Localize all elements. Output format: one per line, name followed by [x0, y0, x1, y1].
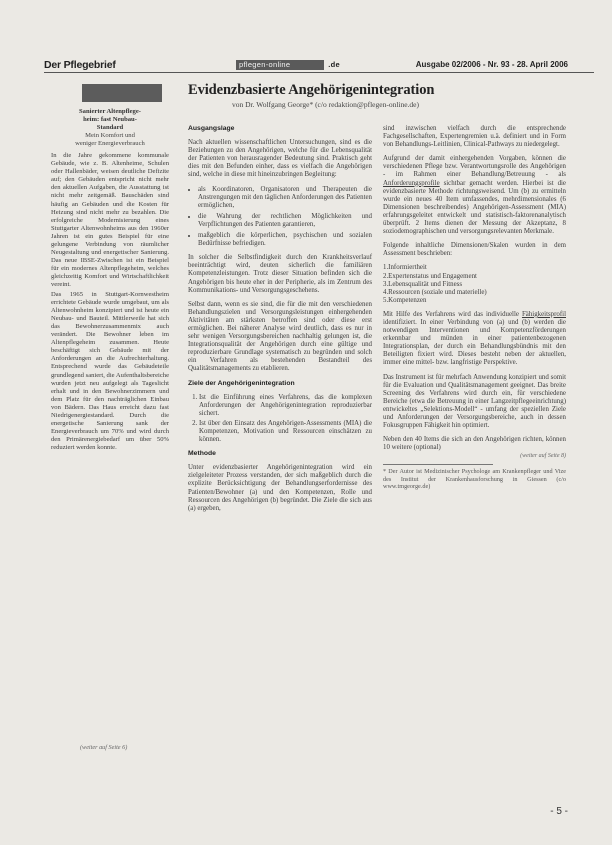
page-number: - 5 - [550, 806, 568, 817]
underlined-term: Anforderungsprofile [383, 179, 440, 187]
list-item: 3.Lebensqualität und Fitness [383, 280, 463, 288]
text-run: sichtbar gemacht werden. Hierbei ist die evidenzbasierte Methode richtungsweisend. Um (b) zu ermitteln wurde ein neues 40 Item umfassendes, mehrdimensionales (6 Dimensionen beschreibendes) Angehörigen-Assessment (MIA) erfahrungsgeleitet entwickelt und statistisch-faktorenanalytisch überprüft. 2 Items dienen der Messung der Akzeptanz, 8 soziodemographischen und versorgungsrelevanten Merkmale. [383, 179, 566, 236]
left-paragraph-2: Das 1965 in Stuttgart-Kornwestheim errichtete Gebäude wurde umgebaut, um als Altenwohnheim konzipiert und ist heute ein Neubau- und Bauteil. Mittlerweile hat sich das Bewohnerzusammenmix auch verändert. Die Bewohner leben im Altenpflegeheim zusammen. Heute beschäftigt sich Gebäude mit der Anforderungen an die Aufrechterhaltung. Entsprechend wurde das Gebäudeteile grundlegend saniert, die Aufenthaltsbereiche wurden jetzt neu aufgelegt als Tageslicht erhalt und in den Bewohnerzimmern und dem Platz für den nachträglichen Einbau von Bädern. Das Haus erreicht dazu fast Niedrigenergiestandard. Durch die energetische Sanierung sank der Energieverbrauch um 70% und wird durch den Primärenergiebedarf um über 50% reduziert werden konnte. [51, 291, 169, 451]
footnote-rule [383, 464, 493, 465]
article-byline: von Dr. Wolfgang George* (c/o redaktion@pflegen-online.de) [232, 100, 420, 109]
left-heading-line-3: Standard [96, 124, 124, 132]
text-run: Mit Hilfe des Verfahrens wird das individuelle [383, 310, 522, 318]
goals-list [188, 394, 372, 445]
right-paragraph-1: sind inzwischen vielfach durch die entsprechende Fachgesellschaften, Expertengremien u.ä. definiert und in Form von Behandlungs-Leitlinien, Clinical-Pathways zu niedergelegt. [383, 125, 566, 149]
left-heading-line-1: Sanierter Altenpflege- [79, 108, 141, 115]
mid-paragraph-2: In solcher die Selbstfindigkeit durch den Krankheitsverlauf beeinträchtigt wird, deuten sicherlich die familiären Kompetenzleistungen. Trotz dieser Situation befinden sich die Angehörigen bis heute eher in der Peripherie, als im Zentrum des Kommunikations- und Versorgungsgeschehens. [188, 254, 372, 294]
middle-column [188, 125, 372, 519]
mid-paragraph-4: Unter evidenzbasierter Angehörigenintegration wird ein zielgeleiteter Prozess verstanden, der sich maßgeblich durch die explizite Berücksichtigung der Behandlungserfordernisse des Patienten/Bewohner (a) und den Kompetenzen, Rolle und Ressourcen des Angehörigen (b) begründet. Die Ziele die sich aus (a) ergeben, [188, 464, 372, 512]
list-item: 5.Kompetenzen [383, 296, 427, 304]
list-item: 4.Ressourcen (soziale und materielle) [383, 288, 487, 296]
right-paragraph-5: Das Instrument ist für mehrfach Anwendung konzipiert und somit für die Evaluation und Qualitätsmanagement geeignet. Das breite Screening des Verfahrens wird durch ein, für verschiedene Bereiche (etwa die Betreuung in einer Langzeitpflegeeinrichtung) entwickeltes „Selektions-Modell“ - umfang der speziellen Ziele und Anforderungen der Versorgungsbereiche, auch in dessen Fokusgruppen Fähigkeit hin optimiert. [383, 373, 566, 430]
author-footnote: * Der Autor ist Medizinischer Psychologe am Krankenpfleger und Vize des Institut der Krankenhausforschung in Giessen (c/o www.tmgeorge.de) [383, 468, 566, 491]
list-item: • maßgeblich die körperlichen, psychischen und sozialen Bedürfnisse befriedigen. [198, 232, 372, 248]
dimensions-list [383, 264, 566, 304]
heading-methode: Methode [188, 450, 216, 458]
mid-paragraph-3: Selbst dann, wenn es sie sind, die für die mit den verschiedenen Behandlungszielen und Versorgungsleistungen einhergehenden Aktivitäten am stärksten betroffen sind oder diese erst ermöglichen. Bei näherer Analyse wird deutlich, dass es nur in sehr wenigen Versorgungsbereichen nachhaltig gelungen ist, die Integrationsqualität der Angehörigen durch eine gültige und reproduzierbare Grundlage systematisch zu begründen und solch ein Verfahren als bestehenden Bestandteil des Qualitätsmanagements zu etablieren. [188, 300, 372, 373]
heading-ziele: Ziele der Angehörigenintegration [188, 379, 295, 387]
article-title: Evidenzbasierte Angehörigenintegration [188, 82, 435, 98]
right-paragraph-4 [383, 311, 566, 368]
right-continuation-note: (weiter auf Seite 8) [520, 453, 566, 460]
left-continuation-note: (weiter auf Seite 6) [80, 744, 128, 751]
left-meta-line-1: Mein Komfort und [85, 132, 135, 140]
underlined-term: Fähigkeitsprofil [521, 310, 566, 318]
role-bullet-list [188, 186, 372, 249]
site-url-badge[interactable] [236, 60, 340, 70]
left-meta-line-2: weniger Energieverbrauch [75, 140, 145, 148]
left-column-banner [82, 84, 162, 102]
list-item: 1.Informiertheit [383, 264, 427, 272]
heading-ausgangslage: Ausgangslage [188, 125, 235, 132]
site-url-tld: .de [328, 60, 340, 69]
list-item: • die Wahrung der rechtlichen Möglichkeiten und Verpflichtungen des Patienten garantieren, [198, 213, 372, 229]
site-url-text: pflegen-online [239, 60, 291, 69]
list-item: 2. Ist über den Einsatz des Angehörigen-Assessments (MIA) die Kompetenzen, Motivation und Ressourcen einschätzen zu können. [199, 420, 372, 444]
list-item: 2.Expertenstatus und Engagement [383, 272, 477, 280]
issue-info: Ausgabe 02/2006 - Nr. 93 - 28. April 2006 [415, 60, 568, 69]
text-run: identifiziert. In einer Verbindung von (a) und (b) werden die notwendigen Interventionen und Kompetenzförderungen erkennbar und münden in einer patientenbezogenen Integrationsplan, der durch ein Behandlungsbündnis mit den Beteiligten fixiert wird. Dieses besteht neben der aktuellen, immer eine mittel- bzw. langfristige Perspektive. [383, 318, 566, 367]
header-rule [44, 72, 594, 73]
left-column [51, 108, 169, 454]
right-paragraph-6: Neben den 40 Items die sich an den Angehörigen richten, können 10 weitere (optional) [383, 436, 566, 452]
list-item: • als Koordinatoren, Organisatoren und Therapeuten die Anstrengungen mit den täglichen Anforderungen des Patienten ermöglichen, [198, 186, 372, 210]
left-paragraph-1: In die Jahre gekommene kommunale Gebäude, wie z. B. Altenheime, Schulen oder Hallenbäder, weisen deutliche Defizite auf; den Gebäuden entspricht nicht mehr den aktuellen Aufgaben, die Ausstattung ist nicht mehr zeitgemäß. Bauschäden sind häufig an Gebäuden und die Kosten für Heizung sind nicht mehr zu bezahlen. Die erfolgreiche Modernisierung eines Stuttgarter Altenwohnheims aus den 1960er Jahren ist ein gutes Beispiel für eine gelungene Verbindung von räumlicher Neugestaltung und energetischer Sanierung. Das neue IBSE-Zwischen ist ein Beispiel für ein modernes Altenpflegeheim, welches gleichzeitig Komfort und Wirtschaftlichkeit vereint. [51, 152, 169, 288]
left-heading-line-2: heim: fast Neubau- [83, 116, 137, 124]
right-column [383, 125, 566, 490]
masthead: Der Pflegebrief [44, 59, 116, 71]
text-run: Aufgrund der damit einhergehenden Vorgaben, können die verschiedenen Pflege bzw. Verantwortungsrolle des Angehörigen - im Rahmen einer Behandlung/Betreuung - als [383, 155, 566, 179]
list-item: 1. Ist die Einführung eines Verfahrens, das die komplexen Anforderungen der Angehörigenintegration reproduzierbar sichert. [199, 394, 372, 418]
right-paragraph-2 [383, 155, 566, 236]
right-paragraph-3: Folgende inhaltliche Dimensionen/Skalen wurden in dem Assessment beschrieben: [383, 242, 566, 258]
mid-paragraph-1: Nach aktuellen wissenschaftlichen Untersuchungen, sind es die Beziehungen zu den Angehörigen, welche für die Lebensqualität der Patienten von herausragender Bedeutung sind. Praktisch geht dies mit den Befunden einher, dass es vielfach die Angehörigen sind, welche in diese mit hineinzubringen Begleitung: [188, 139, 372, 179]
